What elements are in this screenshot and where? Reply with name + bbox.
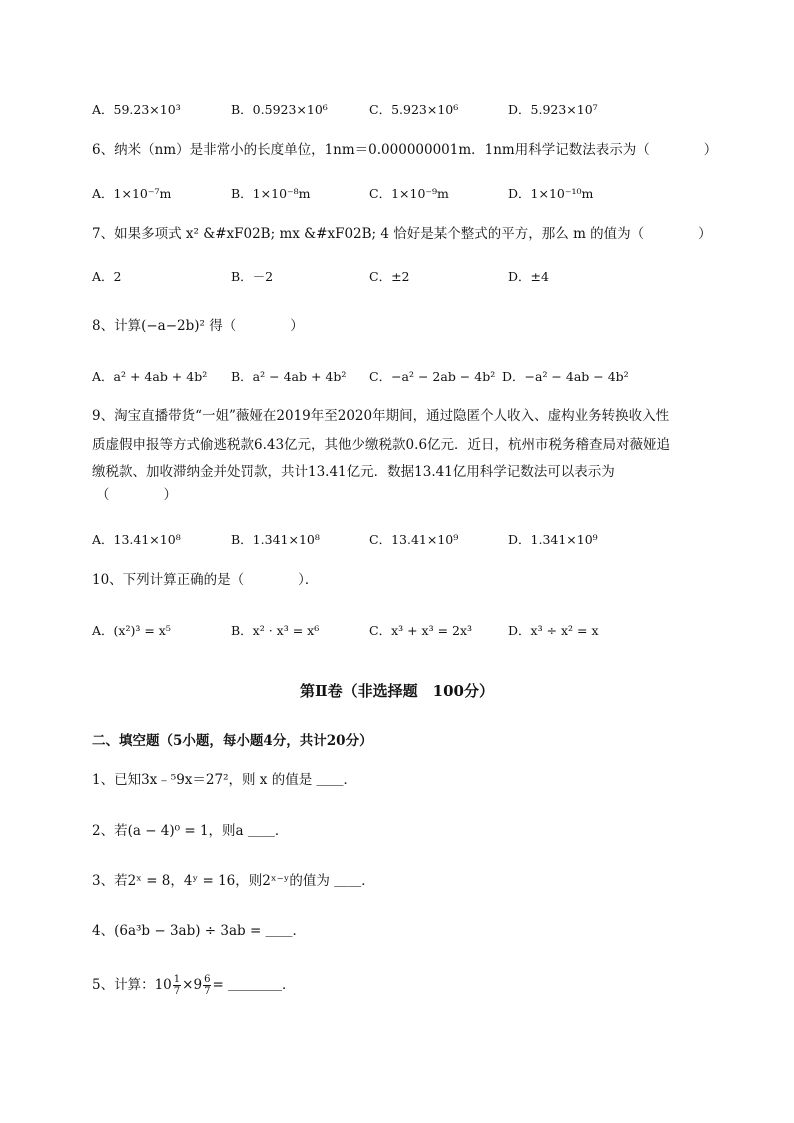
q9-line-2: 质虚假申报等方式偷逃税款6.43亿元，其他少缴税款0.6亿元．近日，杭州市税务稽查局对薇娅追 [92, 437, 671, 453]
fill-q5-fraction-2 [203, 974, 211, 997]
q6-option-d: D．1×10⁻¹⁰m [508, 186, 594, 201]
fill-q5-suffix: = ＿＿＿＿． [212, 977, 296, 993]
fill-q5-fraction-1 [173, 974, 181, 997]
q9-option-b: B．1.341×10⁸ [231, 532, 320, 547]
q6-option-b: B．1×10⁻⁸m [231, 186, 311, 201]
q8-stem: 8、计算(−a−2b)² 得（ ） [92, 318, 304, 334]
q9-line-4: （ ） [96, 487, 177, 503]
q9-line-3: 缴税款、加收滞纳金并处罚款，共计13.41亿元．数据13.41亿用科学记数法可以表示为 [92, 464, 615, 480]
q7-stem: 7、如果多项式 x² &#xF02B; mx &#xF02B; 4 恰好是某个整式的平方，那么 m 的值为（ ） [92, 226, 712, 242]
fill-q4: 4、(6a³b − 3ab) ÷ 3ab = ＿＿． [92, 923, 307, 939]
q7-option-b: B．－2 [231, 269, 274, 284]
fraction-2-numerator: 6 [204, 974, 211, 985]
q5-option-a: A．59.23×10³ [92, 102, 181, 117]
fill-in-heading: 二、填空题（5小题，每小题4分，共计20分） [92, 733, 373, 749]
q6-option-a: A．1×10⁻⁷m [92, 186, 172, 201]
q5-option-c: C．5.923×10⁶ [369, 102, 459, 117]
q6-option-c: C．1×10⁻⁹m [369, 186, 449, 201]
q9-option-c: C．13.41×10⁹ [369, 532, 459, 547]
q8-option-c: C．−a² − 2ab − 4b² [369, 369, 496, 384]
fill-q5 [92, 974, 296, 997]
q10-option-a: A．(x²)³ = x⁵ [92, 623, 171, 638]
q8-option-b: B．a² − 4ab + 4b² [231, 369, 347, 384]
fill-q5-mid: ×9 [182, 977, 203, 993]
fill-q1: 1、已知3x﹣⁵9x＝27²，则 x 的值是 ＿＿． [92, 772, 357, 788]
q8-option-a: A．a² + 4ab + 4b² [92, 369, 208, 384]
section-2-title: 第Ⅱ卷（非选择题 100分） [300, 682, 494, 700]
fraction-1-numerator: 1 [173, 974, 181, 985]
q5-option-d: D．5.923×10⁷ [508, 102, 598, 117]
q8-option-d: D．−a² − 4ab − 4b² [502, 369, 629, 384]
q5-option-b: B．0.5923×10⁶ [231, 102, 328, 117]
q10-option-d: D．x³ ÷ x² = x [508, 623, 599, 638]
q7-option-c: C．±2 [369, 269, 410, 284]
q9-option-a: A．13.41×10⁸ [92, 532, 181, 547]
fill-q5-prefix: 5、计算：10 [92, 977, 172, 993]
q10-stem: 10、下列计算正确的是（ ）． [92, 572, 319, 588]
q6-stem: 6、纳米（nm）是非常小的长度单位，1nm＝0.000000001m．1nm用科学记数法表示为（ ） [92, 142, 718, 158]
q10-option-c: C．x³ + x³ = 2x³ [369, 623, 473, 638]
q9-line-1: 9、淘宝直播带货“一姐”薇娅在2019年至2020年期间，通过隐匿个人收入、虚构业务转换收入性 [92, 408, 670, 424]
q7-option-a: A．2 [92, 269, 122, 284]
q10-option-b: B．x² · x³ = x⁶ [231, 623, 320, 638]
q9-option-d: D．1.341×10⁹ [508, 532, 598, 547]
fill-q2: 2、若(a − 4)⁰ = 1，则a ＿＿． [92, 823, 289, 839]
fill-q3: 3、若2ˣ = 8，4ʸ = 16，则2ˣ⁻ʸ的值为 ＿＿． [92, 873, 375, 889]
q7-option-d: D．±4 [508, 269, 549, 284]
fraction-1-denominator: 7 [173, 986, 181, 997]
fraction-2-denominator: 7 [204, 986, 211, 997]
